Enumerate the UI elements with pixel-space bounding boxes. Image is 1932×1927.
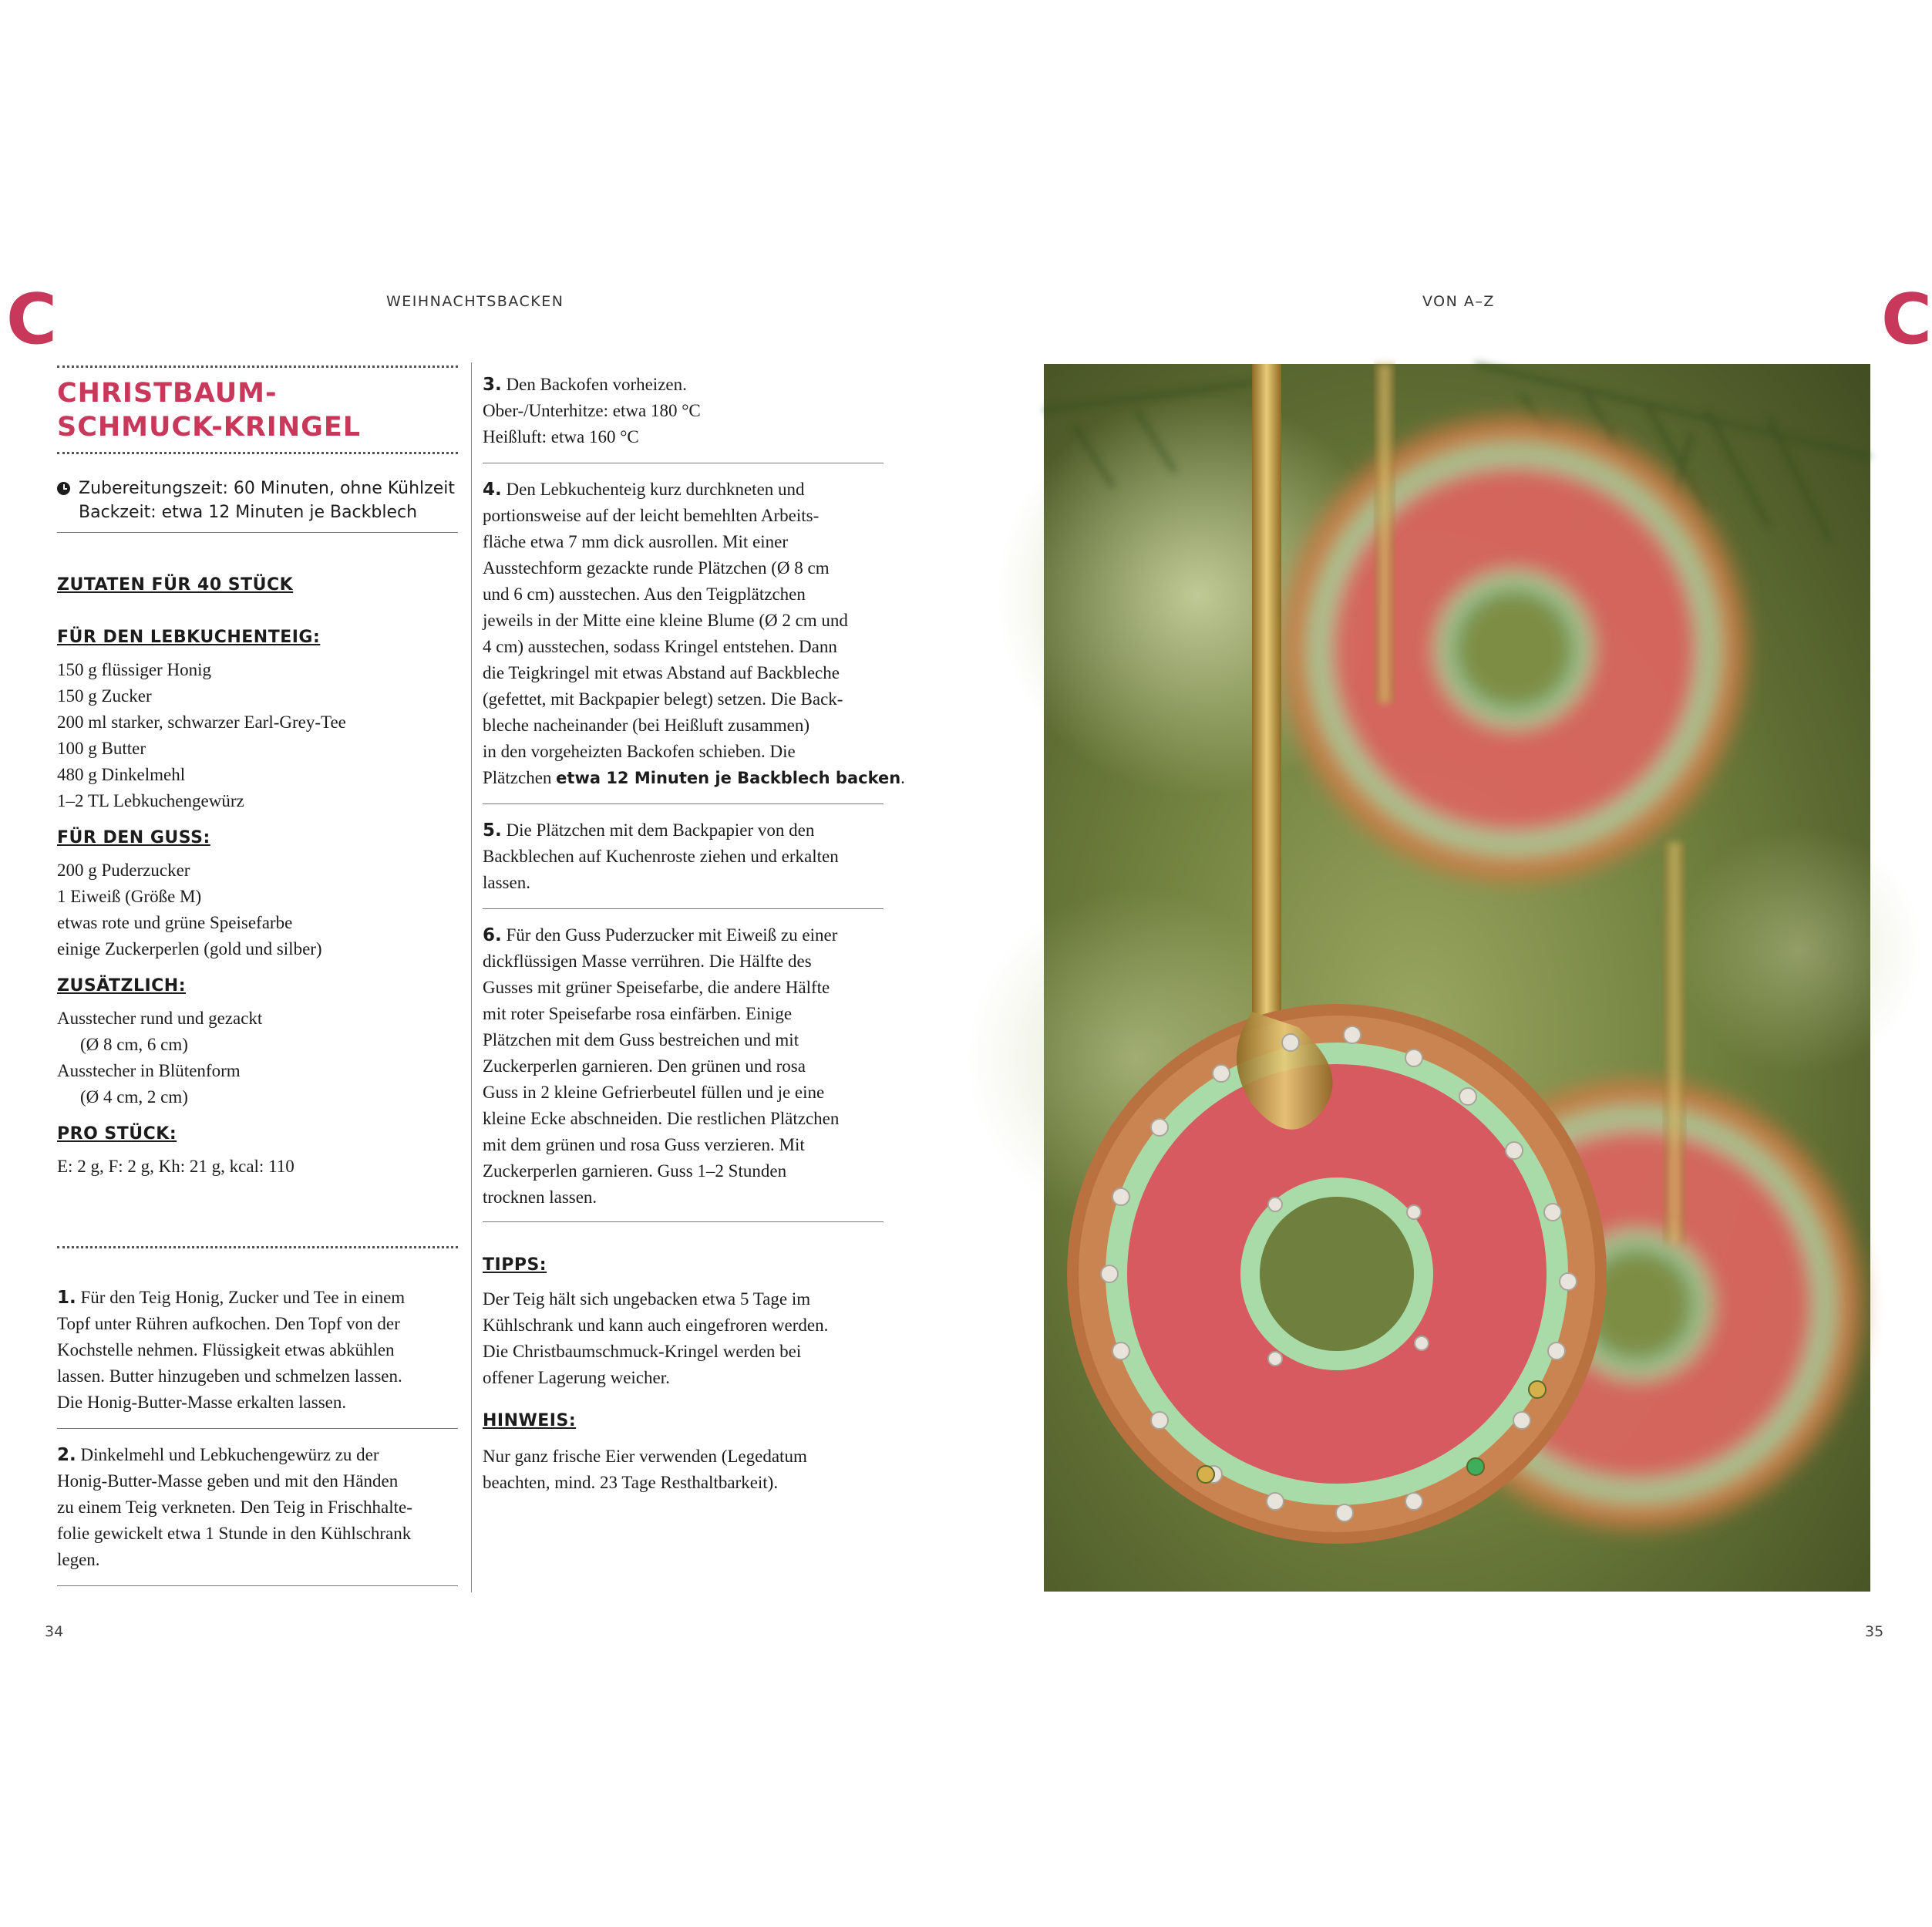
group-heading: ZUSÄTZLICH: [57, 976, 186, 996]
step-4: 4. Den Lebkuchenteig kurz durchkneten und portionsweise auf der leicht bemehlten Arbeits- fläche etwa 7 mm dick ausrollen. Mit einer Ausstechform gezackte runde Plätzchen (Ø 8 cm und 6 cm) ausstechen. Aus den Teigplätzchen jeweils in der Mitte eine kleine Blume (Ø 2 cm und 4 cm) ausstechen, sodass Kringel entstehen. Dann die Teigkringel mit etwas Abstand auf Backbleche (gefettet, mit Backpapier belegt) setzen. Die Back- bleche nacheinander (bei Heißluft zusammen) in den vorgeheizten Backofen schieben. Die Plätzchen etwa 12 Minuten je Backblech backen. [483, 480, 905, 787]
rule-step-6 [483, 1221, 884, 1222]
group-heading: PRO STÜCK: [57, 1124, 177, 1144]
group-heading: FÜR DEN GUSS: [57, 828, 210, 847]
tips-heading: TIPPS: [483, 1255, 547, 1275]
running-head-left: WEIHNACHTSBACKEN [386, 293, 564, 310]
dotted-rule-title [57, 452, 458, 454]
ingredient-item: (Ø 4 cm, 2 cm) [80, 1087, 188, 1107]
ingredient-item: 1 Eiweiß (Größe M) [57, 887, 202, 906]
running-head-right: VON A–Z [1422, 293, 1495, 310]
cookie-photo-illustration [1044, 364, 1870, 1592]
column-divider [471, 362, 472, 1592]
yield-heading: ZUTATEN FÜR 40 STÜCK [57, 575, 294, 595]
note-heading: HINWEIS: [483, 1411, 577, 1430]
ingredient-item: 150 g Zucker [57, 686, 152, 706]
ingredient-item: Ausstecher in Blütenform [57, 1061, 241, 1080]
ingredient-item: einige Zuckerperlen (gold und silber) [57, 939, 322, 958]
section-letter-left: C [6, 279, 58, 360]
step-2: 2. Dinkelmehl und Lebkuchengewürz zu der Honig-Butter-Masse geben und mit den Händen zu einem Teig verkneten. Den Teig in Frischhalte- folie gewickelt etwa 1 Stunde in den Kühlschrank legen. [57, 1445, 412, 1569]
time-info: Zubereitungszeit: 60 Minuten, ohne Kühlzeit Backzeit: etwa 12 Minuten je Backblech [57, 477, 466, 524]
page-number-left: 34 [45, 1623, 64, 1640]
ingredient-item: (Ø 8 cm, 6 cm) [80, 1035, 188, 1054]
ingredient-item: 200 g Puderzucker [57, 861, 190, 880]
rule-step-1 [57, 1428, 458, 1429]
ingredient-item: 480 g Dinkelmehl [57, 765, 186, 784]
nutrition-values: E: 2 g, F: 2 g, Kh: 21 g, kcal: 110 [57, 1157, 295, 1176]
ingredient-item: etwas rote und grüne Speisefarbe [57, 913, 293, 932]
section-letter-right: C [1881, 279, 1932, 360]
dotted-rule-steps [57, 1246, 458, 1248]
page-number-right: 35 [1865, 1623, 1884, 1640]
rule-step-2 [57, 1585, 458, 1586]
tips-text: Der Teig hält sich ungebacken etwa 5 Tage im Kühlschrank und kann auch eingefroren werden. Die Christbaumschmuck-Kringel werden bei offener Lagerung weicher. [483, 1289, 829, 1387]
ingredient-item: Ausstecher rund und gezackt [57, 1009, 263, 1028]
note-text: Nur ganz frische Eier verwenden (Legedatum beachten, mind. 23 Tage Resthaltbarkeit). [483, 1447, 807, 1492]
group-heading: FÜR DEN LEBKUCHENTEIG: [57, 628, 321, 647]
step-3: 3. Den Backofen vorheizen. Ober-/Unterhitze: etwa 180 °C Heißluft: etwa 160 °C [483, 375, 701, 446]
step-1: 1. Für den Teig Honig, Zucker und Tee in einem Topf unter Rühren aufkochen. Den Topf von der Kochstelle nehmen. Flüssigkeit etwas abkühlen lassen. Butter hinzugeben und schmelzen lassen. Die Honig-Butter-Masse erkalten lassen. [57, 1288, 406, 1412]
ingredient-item: 1–2 TL Lebkuchengewürz [57, 791, 244, 810]
step-5: 5. Die Plätzchen mit dem Backpapier von den Backblechen auf Kuchenroste ziehen und erkalten lassen. [483, 820, 839, 892]
recipe-title: CHRISTBAUM- SCHMUCK-KRINGEL [57, 378, 362, 443]
dotted-rule-top [57, 366, 458, 368]
ingredient-item: 200 ml starker, schwarzer Earl-Grey-Tee [57, 713, 346, 732]
clock-icon [57, 482, 70, 495]
rule-time [57, 532, 458, 533]
ingredient-item: 150 g flüssiger Honig [57, 660, 211, 679]
rule-step-4 [483, 803, 884, 804]
ingredients [57, 626, 466, 1180]
step-6: 6. Für den Guss Puderzucker mit Eiweiß zu einer dickflüssigen Masse verrühren. Die Hälfte des Gusses mit grüner Speisefarbe, die andere Hälfte mit roter Speisefarbe rosa einfärben. Einige Plätzchen mit dem Guss bestreichen und mit Zuckerperlen garnieren. Den grünen und rosa Guss in 2 kleine Gefrierbeutel füllen und je eine kleine Ecke abschneiden. Die restlichen Plätzchen mit dem grünen und rosa Guss verzieren. Mit Zuckerperlen garnieren. Guss 1–2 Stunden trocknen lassen. [483, 925, 840, 1207]
rule-step-5 [483, 908, 884, 909]
cookie-photo [1044, 364, 1870, 1592]
ingredient-item: 100 g Butter [57, 739, 146, 758]
